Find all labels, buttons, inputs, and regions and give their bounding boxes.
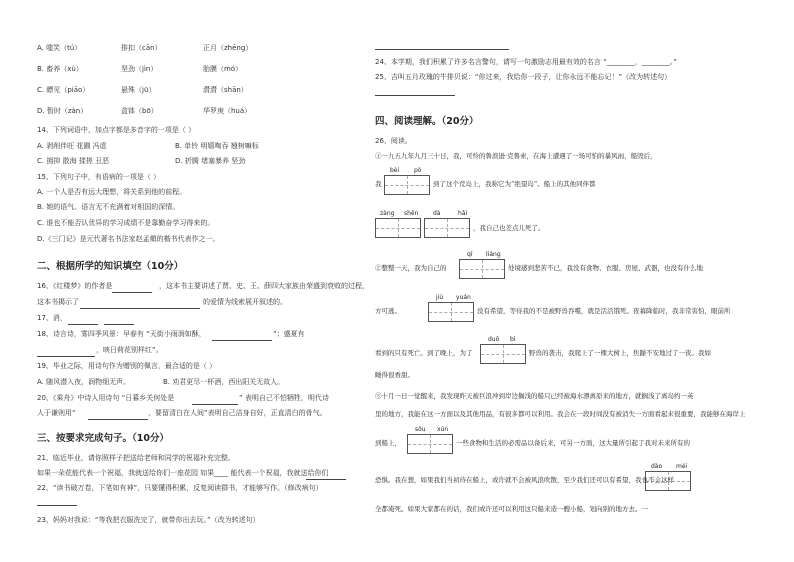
pinyin-3a: qī — [467, 251, 473, 258]
q20-text-1: 20、《乘舟》中诗人用诗句 “日暮乡关何处是 — [37, 394, 175, 402]
q18-text-2: ”；盛夏有 — [273, 330, 305, 338]
q15-option-d: D.《三门记》是元代著名书法家赵孟頫的楷书代表作之一。 — [37, 235, 220, 243]
para2-line1: ②整整一天，我为自己的 — [375, 264, 447, 272]
q20-text-3: 人于谦则用“ — [37, 409, 76, 417]
para1-line2: 到了这个荒岛上，我称它为“绝望岛”。船上的其他同伴都 — [433, 180, 596, 188]
q16-text-4: 的爱情为线索展开叙述的。 — [203, 298, 287, 306]
q16-blank-2[interactable] — [80, 308, 200, 309]
q17-blank-2[interactable] — [104, 324, 134, 325]
q22-text: 22、“读书破万卷，下笔如有神”，只要懂得积累，反复阅读群书，才能够写作。（修改病句） — [37, 484, 323, 492]
q20-text-4: ，要留清白在人间”表明自己洁身自好，正直清白的骨气。 — [148, 409, 327, 417]
q18-blank-2[interactable] — [37, 356, 95, 357]
q15-option-c: C. 谁也不能否认优异的学习成绩不是靠勤奋学习得来的。 — [37, 219, 215, 227]
q20-blank-1[interactable] — [192, 404, 238, 405]
para2-line2: 处境感到悲苦不已，我没有食物、衣服、房屋、武器，也没有什么地 — [508, 264, 703, 272]
q22-answer-line[interactable] — [37, 505, 77, 506]
pinyin-3b: liáng — [486, 251, 501, 258]
q25-answer-line[interactable] — [375, 95, 455, 96]
option-d-2: 盒钵（bō） — [121, 107, 158, 115]
q18-text-1: 18、诗言诗，雾四季风景：早春有 “天街小雨润如酥， — [37, 330, 206, 338]
q14-stem: 14、下列词语中，加点字都是多音字的一项是（ ） — [37, 126, 196, 134]
section-3-heading: 三、按要求完成句子。（10分） — [37, 433, 169, 444]
pinyin-4a: jiù — [436, 294, 444, 301]
pinyin-1a: bèi — [390, 167, 400, 174]
para3-line4: 一些食物和生活的必需品以备后来，可另一方面，这大量所引起了我对未来所有的 — [456, 439, 690, 447]
para3-line1: ③十月一日一觉醒来，我发现昨天被巨浪冲到岸边搁浅的船只已经被海水漂离原来的地方，就搁浅了离岛约一英 — [375, 392, 694, 400]
char-box-6[interactable] — [407, 434, 453, 454]
option-c-3: 潸潸（shān） — [203, 86, 248, 94]
q21-prompt: 如果一朵花能代表一个祝福，我就送给你们一座花园 如果____ 能代表一个祝福，我就送给你们 — [37, 469, 329, 477]
para3-line3: 到船上， — [375, 439, 401, 447]
option-b-2: 坚劲（jìn） — [121, 65, 158, 73]
option-a-1: A. 嗤笑（tú） — [37, 44, 82, 52]
q15-option-a: A. 一个人是否有远大理想，将关系到他的前程。 — [37, 188, 187, 196]
para2-line3: 方可逃。 — [375, 307, 401, 315]
option-d-1: D. 暂时（zàn） — [37, 107, 88, 115]
q17-text: 17、消， — [37, 314, 67, 322]
q14-option-c: C. 拥抑 散海 揉搓 丑恶 — [37, 157, 110, 165]
para2-line6: 野兽的袭击，我爬上了一棵大树上，焦躁不安地过了一夜。我如 — [529, 349, 711, 357]
pinyin-2b: shēn — [404, 210, 419, 217]
pinyin-6b: xún — [437, 426, 449, 433]
q23-text: 23、妈妈对我说：“等我把衣服洗完了，就带你出去玩。”（改为转述句） — [37, 516, 260, 524]
q21-stem: 21、临近毕业，请你照样子把送给老师和同学的祝福补充完整。 — [37, 454, 235, 462]
char-box-2b[interactable] — [424, 218, 470, 238]
option-c-1: C. 瞟见（piāo） — [37, 86, 90, 94]
option-b-1: B. 畜养（xù） — [37, 65, 83, 73]
q23-answer-line[interactable] — [375, 49, 509, 50]
q14-option-a: A. 剥削伴旺 花圃 冯虚 — [37, 142, 107, 150]
para3-line5: 恐惧。我在想，如果我们当初待在船上，或许就不会被风浪吹散，至少我们还可以有希望，我也不会这样 — [375, 476, 674, 484]
q25-text: 25、吉叫五月玫瑰的牛排贝说：“你过来，我给你一段子，让你永远不能忘记！”（改为转述句） — [375, 73, 672, 81]
option-a-3: 正月（zhēng） — [203, 44, 253, 52]
q19-option-a: A. 随风潜入夜，润物细无声。 — [37, 378, 131, 386]
pinyin-5b: bì — [510, 336, 516, 343]
pinyin-5a: duǒ — [488, 336, 500, 343]
q20-text-2: ” 表明自己不怕牺牲，明代诗 — [239, 394, 329, 402]
pinyin-7a: dào — [651, 463, 663, 470]
q16-text-2: ，这本书主要讲述了贾、史、王、薛四大家族由荣盛到衰败的过程， — [159, 282, 369, 290]
pinyin-4b: yuán — [456, 294, 471, 301]
para1-line3: ，我自己也差点儿死了。 — [473, 224, 545, 232]
option-b-3: 胎膜（mó） — [203, 65, 243, 73]
char-box-4[interactable] — [428, 302, 474, 322]
char-box-3[interactable] — [459, 259, 505, 279]
para1-wo: 我 — [375, 180, 382, 188]
pinyin-1b: pò — [414, 167, 422, 174]
para1-line1: ①一九五九年九月三十日，我，可怜的鲁滨逊·克鲁索，在海上遭遇了一场可怕的暴风雨，船毁后， — [375, 152, 657, 160]
q16-text-1: 16、《红楼梦》的作者是 — [37, 282, 113, 290]
para3-line2: 里的地方，我能在这一方面以及其他用品，有很多都可以利用。我会在一段时间没有被消失一方面看起来很重要，我能够在海岸上 — [375, 410, 746, 418]
char-box-2a[interactable] — [375, 218, 421, 238]
section-2-heading: 二、根据所学的知识填空（10分） — [37, 261, 184, 272]
para2-line5: 看到的只有死亡。到了晚上，为了 — [375, 349, 473, 357]
q19-option-b: B. 劝君更尽一杯酒，西出阳关无故人。 — [163, 378, 285, 386]
q18-blank-1[interactable] — [212, 340, 272, 341]
q15-option-b: B. 她的语气、语言无不充满着对相国的深情。 — [37, 203, 180, 211]
q21-blank[interactable] — [306, 479, 346, 480]
pinyin-7b: méi — [676, 463, 688, 470]
option-a-2: 排扣（cān） — [121, 44, 162, 52]
q26-label: 26、阅读。 — [375, 137, 412, 145]
para2-line4: 没有希望，等待我的不是被野兽吞噬，就是活活饿死。夜幕降临时，我非常害怕，眼前所 — [477, 307, 731, 315]
pinyin-2c: dà — [433, 210, 441, 217]
option-d-3: 华罗庚（huá） — [203, 107, 252, 115]
pinyin-2a: zàng — [380, 210, 395, 217]
para3-line6: 全都淹死。如果大家都在的话，我们或许还可以利用这只船来造一艘小船，划向别的地方去。一 — [375, 505, 648, 513]
q14-option-d: D. 折腾 堵塞暴养 坚劲 — [175, 157, 246, 165]
q15-stem: 15、下列句子中，有语病的一项是（ ） — [37, 173, 161, 181]
pinyin-2d: hǎi — [458, 210, 468, 217]
q14-option-b: B. 单铃 明嬉啕吞 翘树嘛标 — [175, 142, 259, 150]
option-c-2: 悬殊（jū） — [121, 86, 156, 94]
q20-blank-2[interactable] — [88, 419, 148, 420]
q24-text: 24、本学期，我们积累了许多名言警句，请写一句激励志用最有效的名言 “________，________。” — [375, 58, 677, 66]
q16-text-3: 这本书揭示了 — [37, 298, 79, 306]
q18-text-3: ，映日荷花别样红”。 — [96, 346, 163, 354]
q17-blank-1[interactable] — [68, 324, 98, 325]
char-box-5[interactable] — [480, 344, 526, 364]
section-4-heading: 四、阅读理解。（20分） — [375, 116, 479, 127]
char-box-1[interactable] — [384, 175, 430, 195]
para2-line7: 睡得很香甜。 — [375, 371, 414, 379]
q19-stem: 19、毕业之际，用诗句作为赠别的佩言，最合适的是（ ） — [37, 362, 217, 370]
pinyin-6a: sōu — [415, 426, 426, 433]
